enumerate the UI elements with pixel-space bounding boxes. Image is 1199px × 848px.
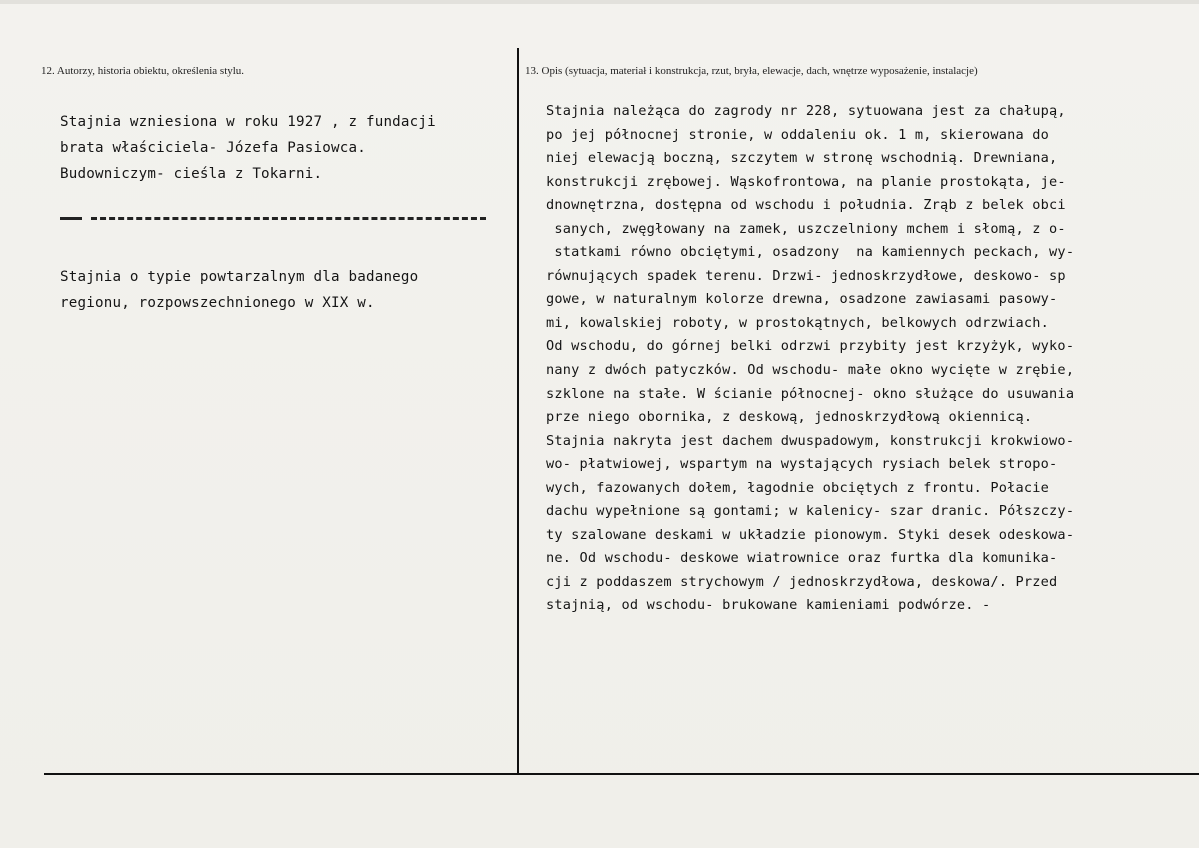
description-line: ne. Od wschodu- deskowe wiatrownice oraz furtka dla komunika- <box>546 550 1058 567</box>
bottom-rule <box>44 773 1199 775</box>
description-line: statkami równo obciętymi, osadzony na kamiennych peckach, wy- <box>546 244 1075 261</box>
description-line: Od wschodu, do górnej belki odrzwi przybity jest krzyżyk, wyko- <box>546 338 1075 355</box>
description-line: szklone na stałe. W ścianie północnej- okno służące do usuwania <box>546 385 1075 402</box>
history-line: Budowniczym- cieśla z Tokarni. <box>60 166 323 182</box>
separator-short-dash <box>60 217 82 220</box>
style-paragraph <box>60 264 418 316</box>
description-line: Stajnia należąca do zagrody nr 228, sytuowana jest za chałupą, <box>546 103 1066 119</box>
description-line: dachu wypełnione są gontami; w kalenicy- szar dranic. Półszczy- <box>546 503 1075 520</box>
description-line: Stajnia nakryta jest dachem dwuspadowym, konstrukcji krokwiowo- <box>546 432 1075 449</box>
history-line: brata właściciela- Józefa Pasiowca. <box>60 140 366 156</box>
description-line: po jej północnej stronie, w oddaleniu ok. 1 m, skierowana do <box>546 126 1050 143</box>
description-line: stajnią, od wschodu- brukowane kamieniami podwórze. - <box>546 597 991 614</box>
style-line: regionu, rozpowszechnionego w XIX w. <box>60 295 375 311</box>
description-line: cji z poddaszem strychowym / jednoskrzydłowa, deskowa/. Przed <box>546 573 1058 590</box>
description-line: mi, kowalskiej roboty, w prostokątnych, belkowych odrzwiach. <box>546 314 1050 331</box>
description-line: sanych, zwęgłowany na zamek, uszczelniony mchem i słomą, z o- <box>546 220 1066 237</box>
description-text <box>546 100 1074 618</box>
history-line: Stajnia wzniesiona w roku 1927 , z fundacji <box>60 114 436 130</box>
card-top-edge <box>0 0 1199 4</box>
description-line: prze niego obornika, z deskową, jednoskrzydłową okiennicą. <box>546 409 1033 426</box>
section-13-label: 13. Opis (sytuacja, materiał i konstrukcja, rzut, bryła, elewacje, dach, wnętrze wyposażenie, instalacje) <box>525 65 978 77</box>
description-line: konstrukcji zrębowej. Wąskofrontowa, na planie prostokąta, je- <box>546 173 1066 190</box>
description-line: ty szalowane deskami w układzie pionowym. Styki desek odeskowa- <box>546 526 1075 543</box>
description-line: niej elewacją boczną, szczytem w stronę wschodnią. Drewniana, <box>546 150 1058 167</box>
description-line: dnownętrzna, dostępna od wschodu i południa. Zrąb z belek obci <box>546 197 1066 214</box>
description-line: gowe, w naturalnym kolorze drewna, osadzone zawiasami pasowy- <box>546 291 1058 308</box>
description-line: wo- płatwiowej, wspartym na wystających rysiach belek stropo- <box>546 456 1058 473</box>
description-line: wych, fazowanych dołem, łagodnie obciętych z frontu. Połacie <box>546 479 1050 496</box>
history-paragraph <box>60 109 436 187</box>
description-line: równujących spadek terenu. Drzwi- jednoskrzydłowe, deskowo- sp <box>546 267 1066 284</box>
separator-long-dash <box>91 217 486 220</box>
section-12-label: 12. Autorzy, historia obiektu, określenia stylu. <box>41 65 245 77</box>
typed-dash-separator <box>60 214 486 222</box>
column-divider <box>517 48 519 775</box>
style-line: Stajnia o typie powtarzalnym dla badanego <box>60 269 419 285</box>
description-line: nany z dwóch patyczków. Od wschodu- małe okno wycięte w zrębie, <box>546 362 1075 379</box>
